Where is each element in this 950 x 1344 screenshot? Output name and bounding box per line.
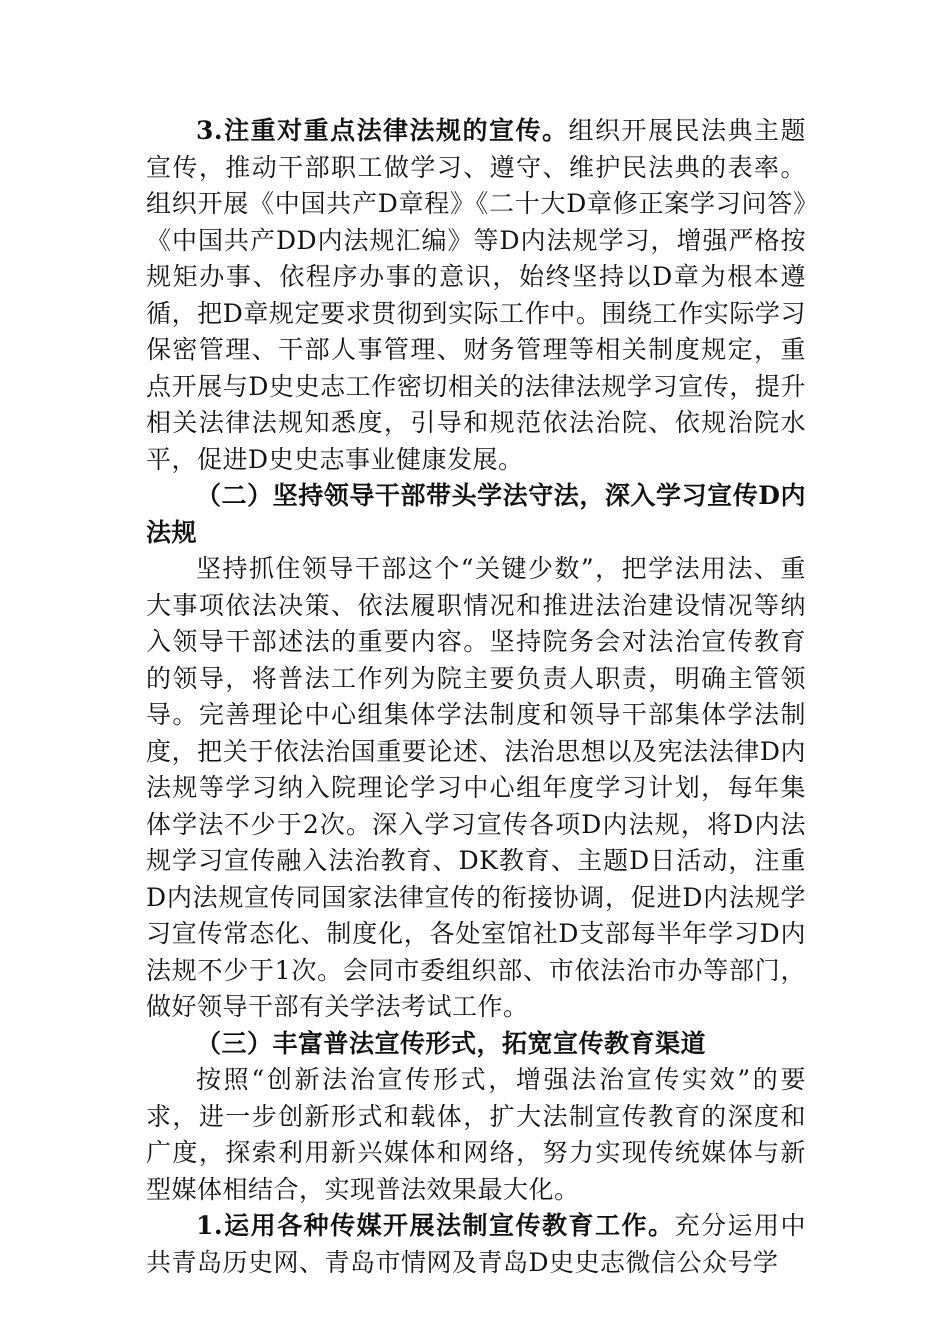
document-page — [146, 113, 806, 1281]
paragraph-text: 充分运用中共青岛历史网、青岛市情网及青岛D史史志微信公众号学 — [146, 1211, 806, 1277]
paragraph-leaders-study: 坚持抓住领导干部这个“关键少数”，把学法用法、重大事项依法决策、依法履职情况和推进法治建设情况等纳入领导干部述法的重要内容。坚持院务会对法治宣传教育的领导，将普法工作列为院主要负责人职责，明确主管领导。完善理论中心组集体学法制度和领导干部集体学法制度，把关于依法治国重要论述、法治思想以及宪法法律D内法规等学习纳入院理论学习中心组年度学习计划，每年集体学法不少于2次。深入学习宣传各项D内法规，将D内法规学习宣传融入法治教育、DK教育、主题D日活动，注重D内法规宣传同国家法律宣传的衔接协调，促进D内法规学习宣传常态化、制度化，各处室馆社D支部每半年学习D内法规不少于1次。会同市委组织部、市依法治市办等部门，做好领导干部有关学法考试工作。 — [146, 554, 806, 1021]
section-heading-two: （二）坚持领导干部带头学法守法，深入学习宣传D内法规 — [146, 481, 806, 547]
paragraph-lead: 1.运用各种传媒开展法制宣传教育工作。 — [196, 1211, 675, 1240]
paragraph-lead: 3.注重对重点法律法规的宣传。 — [196, 116, 569, 145]
paragraph-key-laws — [146, 113, 806, 478]
section-heading-three: （三）丰富普法宣传形式，拓宽宣传教育渠道 — [196, 1028, 707, 1058]
paragraph-innovate-forms: 按照“创新法治宣传形式，增强法治宣传实效”的要求，进一步创新形式和载体，扩大法制宣传教育的深度和广度，探索利用新兴媒体和网络，努力实现传统媒体与新型媒体相结合，实现普法效果最大化。 — [146, 1065, 806, 1204]
paragraph-text: 组织开展民法典主题宣传，推动干部职工做学习、遵守、维护民法典的表率。组织开展《中国共产D章程》《二十大D章修正案学习问答》《中国共产DD内法规汇编》等D内法规学习，增强严格按规矩办事、依程序办事的意识，始终坚持以D章为根本遵循，把D章规定要求贯彻到实际工作中。围绕工作实际学习保密管理、干部人事管理、财务管理等相关制度规定，重点开展与D史史志工作密切相关的法律法规学习宣传，提升相关法律法规知悉度，引导和规范依法治院、依规治院水平，促进D史史志事业健康发展。 — [146, 116, 806, 474]
paragraph-media — [146, 1208, 806, 1281]
